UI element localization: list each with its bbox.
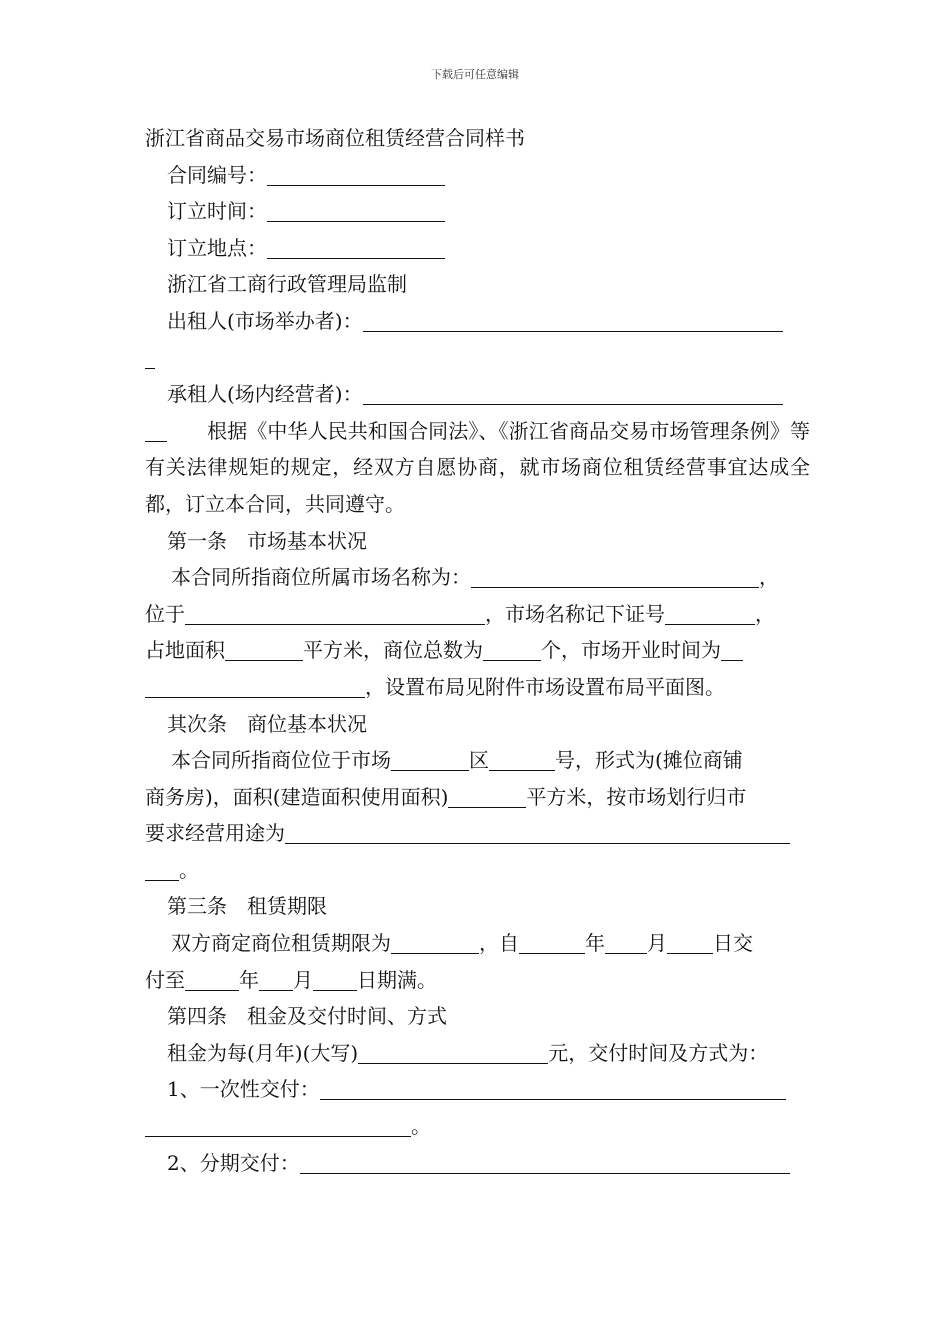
rent-amount-blank[interactable]: [358, 1041, 548, 1064]
article-4-text: 1、一次性交付：: [167, 1077, 320, 1102]
article-4-text: 2、分期交付：: [167, 1150, 300, 1175]
article-3-line-1: [145, 925, 810, 962]
business-use-blank-cont[interactable]: [145, 858, 179, 881]
sign-place-label: 订立地点：: [167, 235, 267, 260]
article-2-text: 本合同所指商位位于市场: [171, 748, 391, 773]
article-1-line-3: [145, 632, 810, 669]
preamble-text: 根据《中华人民共和国合同法》、《浙江省商品交易市场管理条例》等有关法律规矩的规定，经双方自愿协商，就市场商位租赁经营事宜达成全都，订立本合同，共同遵守。: [145, 418, 810, 516]
lump-sum-blank-cont[interactable]: [145, 1114, 411, 1137]
article-3-text: 年: [239, 967, 259, 992]
opening-time-blank[interactable]: [721, 638, 743, 661]
end-year-blank[interactable]: [185, 968, 239, 991]
contract-number-label: 合同编号：: [167, 162, 267, 187]
article-2-text: 要求经营用途为: [145, 821, 285, 846]
sign-time-blank[interactable]: [267, 199, 445, 222]
article-3-text: 年: [585, 931, 605, 956]
article-2-line-1: [145, 742, 810, 779]
article-3-line-2: [145, 962, 810, 999]
page-header-note: 下载后可任意编辑: [431, 68, 519, 81]
article-2-title: 其次条 商位基本状况: [167, 711, 367, 736]
lessor-continuation: [145, 340, 810, 377]
area-blank[interactable]: [225, 638, 303, 661]
article-4-text: 元，交付时间及方式为：: [548, 1040, 769, 1065]
article-1-text: 平方米，商位总数为: [303, 638, 483, 663]
article-3-text: 月: [293, 967, 313, 992]
article-4-item-1: [145, 1071, 810, 1108]
start-day-blank[interactable]: [667, 931, 713, 954]
article-3-text: 双方商定商位租赁期限为: [171, 931, 391, 956]
business-use-blank[interactable]: [285, 821, 790, 844]
location-blank[interactable]: [185, 602, 485, 625]
contract-number-blank[interactable]: [267, 163, 445, 186]
article-1-line-1: [145, 559, 810, 596]
article-2-text: 区: [469, 748, 489, 773]
article-2-text: 平方米，按市场划行归市: [526, 784, 747, 809]
market-name-blank[interactable]: [471, 565, 759, 588]
article-2-text: 。: [179, 857, 199, 882]
article-3-text: 日交: [713, 931, 753, 956]
term-blank[interactable]: [391, 931, 479, 954]
sign-time-label: 订立时间：: [167, 199, 267, 224]
article-3-text: ，自: [479, 931, 519, 956]
opening-time-blank-cont[interactable]: [145, 675, 365, 698]
lessee-row: [145, 376, 810, 413]
article-3-text: 月: [647, 931, 667, 956]
article-1-text: 个，市场开业时间为: [541, 638, 721, 663]
stall-number-blank[interactable]: [489, 748, 555, 771]
start-year-blank[interactable]: [519, 931, 585, 954]
article-1-line-2: [145, 596, 810, 633]
lessor-blank[interactable]: [363, 309, 783, 332]
zone-blank[interactable]: [391, 748, 469, 771]
registration-no-blank[interactable]: [665, 602, 755, 625]
article-1-text: ，市场名称记下证号: [485, 601, 665, 626]
stall-count-blank[interactable]: [483, 638, 541, 661]
start-month-blank[interactable]: [605, 931, 647, 954]
article-2-text: 号，形式为(摊位商铺: [555, 748, 743, 773]
article-4-item-2: [145, 1145, 810, 1182]
article-4-text: 租金为每(月年)(大写): [167, 1040, 359, 1065]
installment-blank[interactable]: [300, 1151, 790, 1174]
article-2-line-2: [145, 779, 810, 816]
article-3-title: 第三条 租赁期限: [167, 894, 327, 919]
article-1-line-4: [145, 669, 810, 706]
article-1-title: 第一条 市场基本状况: [167, 528, 367, 553]
article-4-text: 。: [411, 1114, 431, 1139]
article-4-line-1: [145, 1035, 810, 1072]
end-month-blank[interactable]: [259, 968, 293, 991]
preamble-paragraph: [145, 413, 810, 523]
article-2-line-4: [145, 852, 810, 889]
contract-number-row: [145, 157, 810, 194]
lessee-label: 承租人(场内经营者)：: [167, 382, 363, 407]
article-1-text: 位于: [145, 601, 185, 626]
article-3-text: 付至: [145, 967, 185, 992]
article-1-text: ，: [759, 565, 779, 590]
end-day-blank[interactable]: [313, 968, 357, 991]
article-1-text: ，设置布局见附件市场设置布局平面图。: [365, 674, 725, 699]
article-4-item-1-cont: [145, 1108, 810, 1145]
lessee-blank[interactable]: [363, 382, 783, 405]
sign-time-row: [145, 193, 810, 230]
contract-document: [145, 120, 810, 1181]
lump-sum-blank[interactable]: [320, 1077, 786, 1100]
lessor-label: 出租人(市场举办者)：: [167, 308, 363, 333]
stall-area-blank[interactable]: [448, 785, 526, 808]
document-title: 浙江省商品交易市场商位租赁经营合同样书: [145, 126, 525, 150]
sign-place-blank[interactable]: [267, 236, 445, 259]
lessor-row: [145, 303, 810, 340]
supervisor-line: 浙江省工商行政管理局监制: [167, 272, 407, 297]
article-4-title: 第四条 租金及交付时间、方式: [167, 1004, 447, 1029]
article-3-text: 日期满。: [357, 967, 437, 992]
article-1-text: 本合同所指商位所属市场名称为：: [171, 565, 471, 590]
sign-place-row: [145, 230, 810, 267]
lessor-blank-cont[interactable]: [145, 346, 155, 369]
article-2-line-3: [145, 815, 810, 852]
article-1-text: 占地面积: [145, 638, 225, 663]
article-2-text: 商务房)，面积(建造面积使用面积): [145, 784, 449, 809]
article-1-text: ，: [755, 601, 775, 626]
lessee-blank-cont[interactable]: [145, 419, 167, 442]
